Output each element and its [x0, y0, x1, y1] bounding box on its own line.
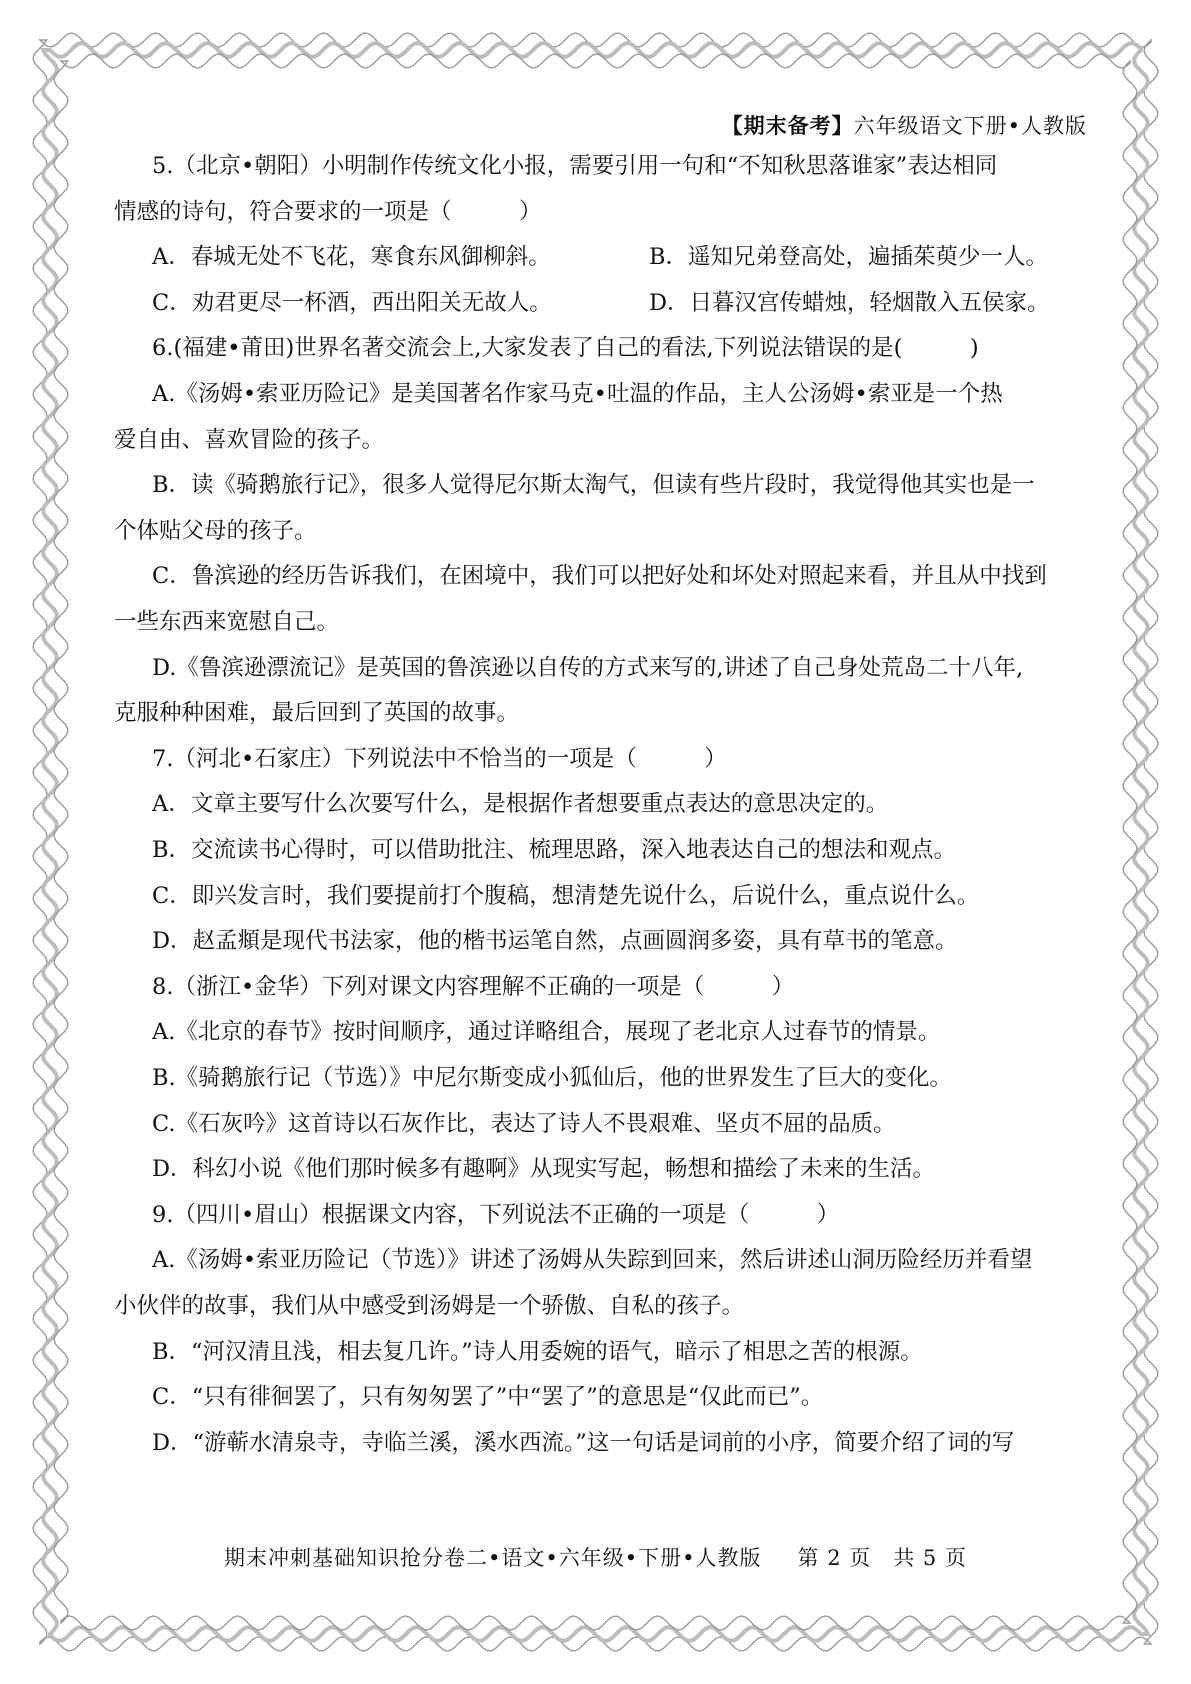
- answer-option: 爱自由、喜欢冒险的孩子。: [114, 426, 385, 453]
- answer-option: A．春城无处不飞花，寒食东风御柳斜。: [152, 244, 551, 271]
- answer-option: 克服种种困难，最后回到了英国的故事。: [114, 700, 520, 727]
- question-stem: 5.（北京•朝阳）小明制作传统文化小报，需要引用一句和“不知秋思落谁家”表达相同: [152, 153, 998, 179]
- answer-option: A.《北京的春节》按时间顺序，通过详略组合，展现了老北京人过春节的情景。: [152, 1019, 941, 1046]
- answer-option: D．“游蕲水清泉寺，寺临兰溪，溪水西流。”这一句话是词前的小序，简要介绍了词的写: [152, 1429, 1015, 1456]
- footer-title: 期末冲刺基础知识抢分卷二•语文•六年级•下册•人教版: [224, 1546, 762, 1570]
- answer-option: 个体贴父母的孩子。: [114, 517, 317, 544]
- header-subtitle: 六年级语文下册•人教版: [853, 114, 1087, 138]
- answer-option: B．交流读书心得时，可以借助批注、梳理思路，深入地表达自己的想法和观点。: [152, 837, 957, 863]
- question-stem: 6.(福建•莆田)世界名著交流会上,大家发表了自己的看法,下列说法错误的是( ): [152, 335, 979, 362]
- page-footer: [0, 1542, 1191, 1572]
- answer-option: 小伙伴的故事，我们从中感受到汤姆是一个骄傲、自私的孩子。: [114, 1293, 745, 1319]
- answer-option: A．文章主要写什么次要写什么，是根据作者想要重点表达的意思决定的。: [152, 791, 889, 818]
- answer-option: C．“只有徘徊罢了，只有匆匆罢了”中“罢了”的意思是“仅此而已”。: [152, 1384, 824, 1411]
- answer-option: B．遥知兄弟登高处，遍插茱萸少一人。: [649, 244, 1049, 271]
- question-stem: 情感的诗句，符合要求的一项是（ ）: [114, 198, 542, 225]
- question-stem: 8.（浙江•金华）下列对课文内容理解不正确的一项是（ ）: [152, 973, 795, 1000]
- answer-option: D．科幻小说《他们那时候多有趣啊》从现实写起，畅想和描绘了未来的生活。: [152, 1156, 936, 1183]
- answer-option: B．读《骑鹅旅行记》，很多人觉得尼尔斯太淘气，但读有些片段时，我觉得他其实也是一: [152, 472, 1035, 499]
- answer-option: A.《汤姆•索亚历险记（节选）》讲述了汤姆从失踪到回来，然后讲述山洞历险经历并看望: [152, 1247, 1033, 1274]
- question-stem: 7.（河北•石家庄）下列说法中不恰当的一项是（ ）: [152, 745, 727, 772]
- answer-option: A.《汤姆•索亚历险记》是美国著名作家马克•吐温的作品，主人公汤姆•索亚是一个热: [152, 381, 1003, 407]
- answer-option: 一些东西来宽慰自己。: [114, 609, 340, 635]
- page-header: [722, 110, 1087, 140]
- answer-option: C．即兴发言时，我们要提前打个腹稿，想清楚先说什么，后说什么，重点说什么。: [152, 882, 980, 909]
- answer-option: D．赵孟頫是现代书法家，他的楷书运笔自然，点画圆润多姿，具有草书的笔意。: [152, 928, 958, 955]
- answer-option: C．鲁滨逊的经历告诉我们，在困境中，我们可以把好处和坏处对照起来看，并且从中找到: [152, 563, 1047, 590]
- answer-option: D.《鲁滨逊漂流记》是英国的鲁滨逊以自传的方式来写的,讲述了自己身处荒岛二十八年,: [152, 654, 1024, 681]
- answer-option: C.《石灰吟》这首诗以石灰作比，表达了诗人不畏艰难、坚贞不屈的品质。: [152, 1110, 896, 1137]
- question-stem: 9.（四川•眉山）根据课文内容，下列说法不正确的一项是（ ）: [152, 1201, 840, 1228]
- page-number: 第 2 页 共 5 页: [797, 1546, 967, 1570]
- answer-option: D．日暮汉宫传蜡烛，轻烟散入五侯家。: [649, 289, 1050, 316]
- answer-option: B.《骑鹅旅行记（节选）》中尼尔斯变成小狐仙后，他的世界发生了巨大的变化。: [152, 1065, 952, 1091]
- answer-option: B．“河汉清且浅，相去复几许。”诗人用委婉的语气，暗示了相思之苦的根源。: [152, 1338, 923, 1365]
- header-tag: 【期末备考】: [721, 113, 854, 138]
- answer-option: C．劝君更尽一杯酒，西出阳关无故人。: [152, 289, 552, 316]
